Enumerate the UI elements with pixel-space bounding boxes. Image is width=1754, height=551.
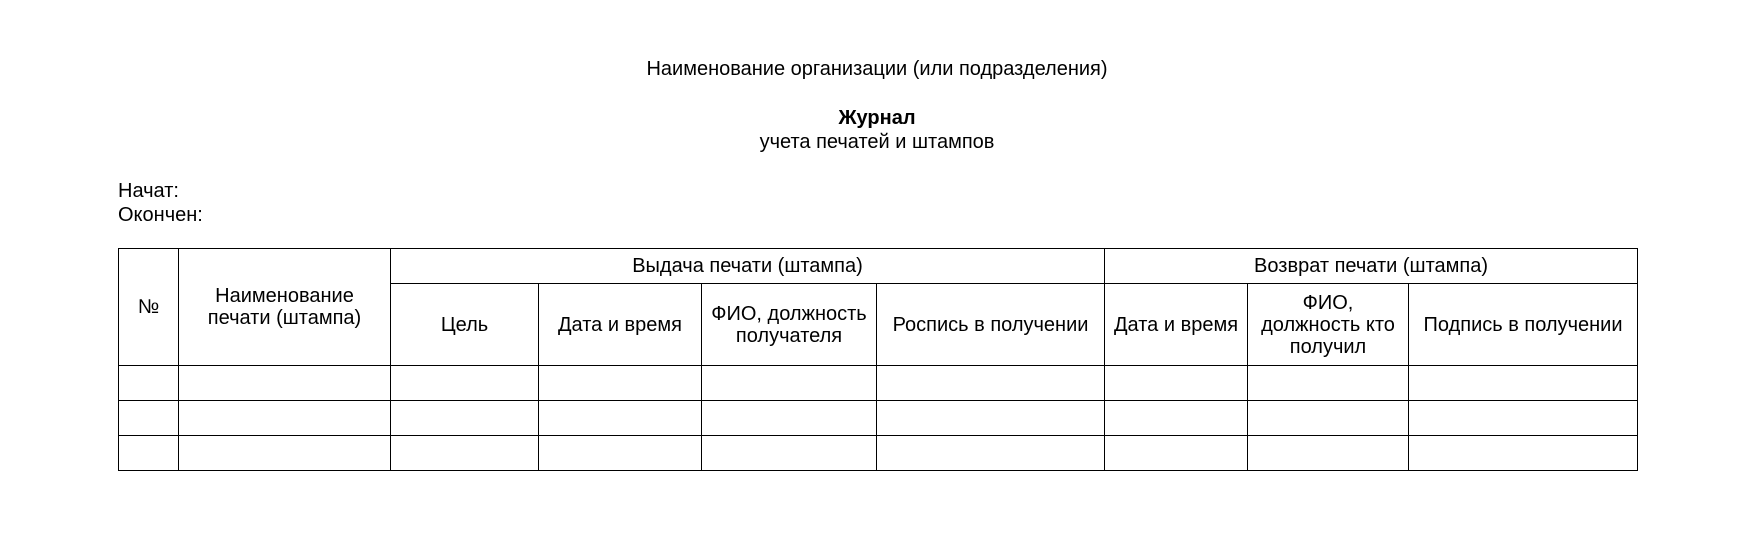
table-cell[interactable] [391,436,539,471]
table-cell[interactable] [119,366,179,401]
table-cell[interactable] [702,366,877,401]
table-cell[interactable] [1105,366,1248,401]
table-cell[interactable] [702,401,877,436]
table-cell[interactable] [539,436,702,471]
column-header-purpose: Цель [391,284,539,366]
column-header-number: № [119,249,179,366]
table-cell[interactable] [119,401,179,436]
journal-subtitle: учета печатей и штампов [759,131,995,153]
started-label: Начат: [118,180,179,202]
journal-title: Журнал [838,107,916,129]
table-row [119,436,1638,471]
group-header-return: Возврат печати (штампа) [1105,249,1638,284]
column-header-issue-datetime: Дата и время [539,284,702,366]
table-cell[interactable] [179,366,391,401]
table-cell[interactable] [877,401,1105,436]
column-header-return-signature: Подпись в получении [1409,284,1638,366]
table-cell[interactable] [1409,401,1638,436]
column-header-recipient: ФИО, должность получателя [702,284,877,366]
table-cell[interactable] [1105,401,1248,436]
table-cell[interactable] [539,401,702,436]
table-cell[interactable] [1248,366,1409,401]
table-cell[interactable] [702,436,877,471]
group-header-issue: Выдача печати (штампа) [391,249,1105,284]
organization-name: Наименование организации (или подразделения) [646,58,1108,80]
table-cell[interactable] [1409,436,1638,471]
table-cell[interactable] [119,436,179,471]
table-cell[interactable] [877,366,1105,401]
table-cell[interactable] [539,366,702,401]
journal-table [118,248,1638,471]
column-header-returner: ФИО, должность кто получил [1248,284,1409,366]
table-cell[interactable] [179,401,391,436]
column-header-issue-signature: Роспись в получении [877,284,1105,366]
table-cell[interactable] [1409,366,1638,401]
table-cell[interactable] [877,436,1105,471]
table-row [119,366,1638,401]
table-cell[interactable] [1105,436,1248,471]
table-cell[interactable] [391,401,539,436]
table-cell[interactable] [391,366,539,401]
table-row [119,401,1638,436]
column-header-stamp-name: Наименование печати (штампа) [179,249,391,366]
table-cell[interactable] [1248,401,1409,436]
table-cell[interactable] [179,436,391,471]
ended-label: Окончен: [118,204,203,226]
column-header-return-datetime: Дата и время [1105,284,1248,366]
table-cell[interactable] [1248,436,1409,471]
